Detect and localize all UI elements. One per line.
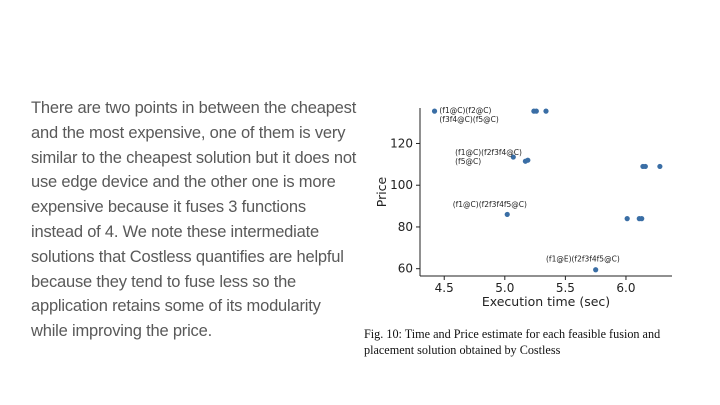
figure-caption: Fig. 10: Time and Price estimate for each feasible fusion and placement solution obtained by Costless <box>364 327 661 357</box>
data-point <box>543 109 548 114</box>
y-tick-label: 100 <box>390 178 413 193</box>
body-paragraph: There are two points in between the cheapest and the most expensive, one of them is very similar to the cheapest solution but it does not use edge device and the other one is more expensive because it fuses 3 functions instead of 4. We note these intermediate solutions that Costless quantifies are helpful because they tend to fuse less so the application retains some of its modularity while improving the price. <box>31 99 357 341</box>
data-point <box>625 216 630 221</box>
data-point <box>505 212 510 217</box>
data-point <box>593 267 598 272</box>
x-tick-label: 5.0 <box>495 281 515 295</box>
figure-scatter-chart <box>364 96 704 366</box>
point-annotation: (f1@C)(f2f3f4@C) (f5@C) <box>455 147 522 166</box>
point-annotation: (f1@E)(f2f3f4f5@C) <box>546 254 620 264</box>
x-tick-label: 5.5 <box>555 281 575 295</box>
x-tick-label: 4.5 <box>434 281 454 295</box>
y-tick-label: 80 <box>397 219 413 234</box>
chart-ticks <box>390 136 635 295</box>
chart-points <box>432 109 663 273</box>
data-point <box>534 109 539 114</box>
data-point <box>525 158 530 163</box>
y-tick-label: 60 <box>397 261 413 276</box>
data-point <box>657 164 662 169</box>
y-tick-label: 120 <box>390 136 413 151</box>
data-point <box>643 164 648 169</box>
x-axis-label: Execution time (sec) <box>481 294 611 309</box>
y-axis-label: Price <box>374 176 389 208</box>
data-point <box>639 216 644 221</box>
data-point <box>432 109 437 114</box>
scatter-chart <box>364 96 704 326</box>
point-annotation: (f1@C)(f2f3f4f5@C) <box>452 200 527 210</box>
chart-annotations <box>439 106 619 263</box>
chart-axes <box>420 108 672 276</box>
x-tick-label: 6.0 <box>616 281 636 295</box>
point-annotation: (f1@C)(f2@C) (f3f4@C)(f5@C) <box>439 106 499 125</box>
